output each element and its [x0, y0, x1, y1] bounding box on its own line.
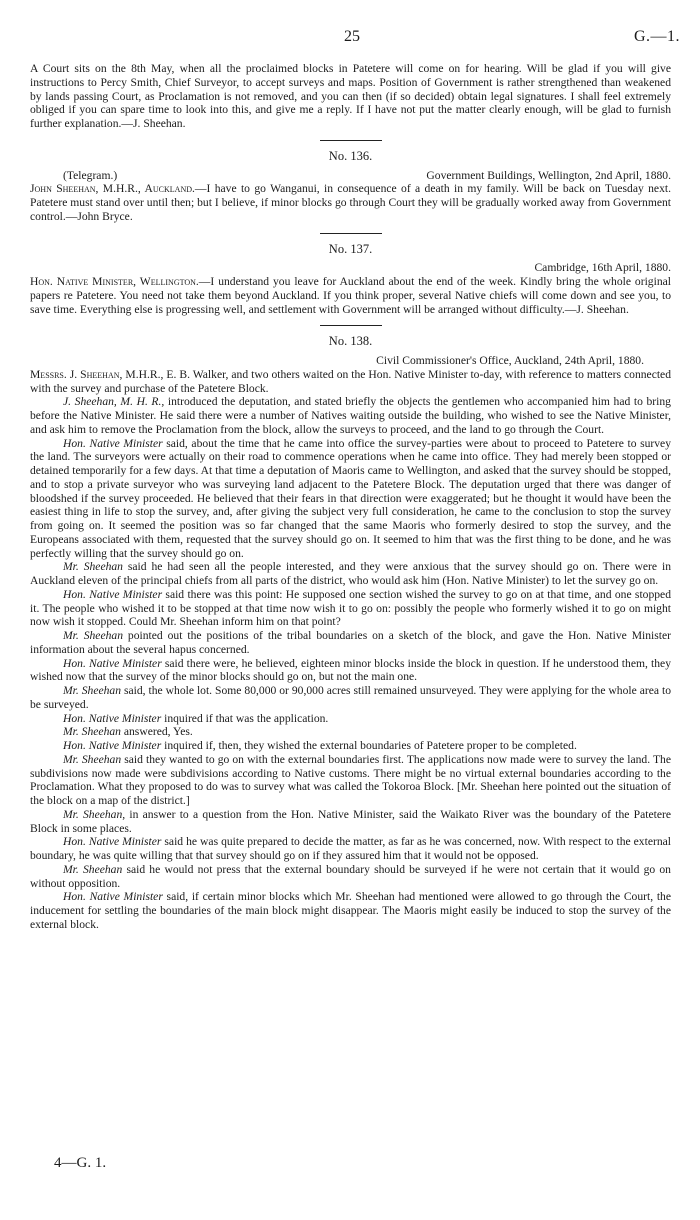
document-body	[30, 62, 671, 932]
minutes-paragraph	[30, 560, 671, 588]
speaker-name: Mr. Sheehan	[63, 862, 123, 876]
section-heading-136: No. 136.	[328, 148, 373, 163]
minutes-paragraph	[30, 808, 671, 836]
speech-text: said there were, he believed, eighteen minor blocks inside the block in question. If he understood them, they wished now that the survey of the minor blocks should go on, but not the main one.	[30, 656, 671, 684]
section-divider	[320, 140, 382, 141]
minutes-paragraph	[30, 890, 671, 931]
message-137	[30, 275, 671, 316]
minutes-paragraph	[30, 753, 671, 808]
minutes-paragraph	[30, 739, 671, 753]
minutes-paragraph	[30, 835, 671, 863]
speech-text: in answer to a question from the Hon. Native Minister, said the Waikato River was the boundary of the Patetere Block in some places.	[30, 807, 671, 835]
minutes-paragraph	[30, 684, 671, 712]
document-code: G.—1.	[633, 28, 680, 45]
place-date-137: Cambridge, 16th April, 1880.	[534, 261, 671, 275]
place-date-136: Government Buildings, Wellington, 2nd April, 1880.	[426, 168, 671, 182]
speech-text: inquired if that was the application.	[161, 711, 329, 725]
speech-text: M.H.R., E. B. Walker, and two others waited on the Hon. Native Minister to-day, with reference to matters connected with the survey and purchase of the Patetere Block.	[30, 367, 672, 395]
speech-text: said they wanted to go on with the external boundaries first. The applications now made were to survey the land. The subdivisions now made were subdivisions according to Native customs. There might be no virtual external boundaries according to the Proclamation. What they proposed to do was to survey what was called the Tokoroa Block. [Mr. Sheehan here pointed out the situation of the block on a map of the district.]	[30, 752, 671, 807]
speaker-name: Hon. Native Minister	[63, 711, 162, 725]
speech-text: said, about the time that he came into office the survey-parties were about to proceed to Patetere to survey the land. The surveyors were actually on their road to commence operations when he came into office. They had merely been stopped or detained temporarily for a few days. At that time a deputation of Maoris came to Wellington, and asked that the survey should be stopped, and to stop a private surveyor who was surveying land adjacent to the Patetere Block. The deputation urged that there was danger of bloodshed if the survey proceeded. He believed that their fears in that direction were exaggerated; but he thought it would have been the easiest thing in life to stop the survey, and, after giving the subject very full consideration, he came to the conclusion to stop the survey from going on. It seemed the position was so far changed that the same Maoris who formerly desired to stop the survey, and the Europeans associated with them, requested that the survey should go on. It seemed to him that was the first thing to be done, and he was perfectly willing that the survey should go on.	[30, 436, 672, 560]
addressee-137: Hon. Native Minister, Wellington.	[30, 275, 199, 288]
dateline-136	[30, 169, 671, 183]
speaker-name: Messrs. J. Sheehan,	[30, 367, 123, 381]
speaker-name: Hon. Native Minister	[63, 739, 162, 752]
minutes-paragraph	[30, 725, 671, 739]
page-number: 25	[344, 28, 360, 45]
section-heading-138: No. 138.	[328, 334, 373, 349]
speaker-name: Mr. Sheehan	[63, 725, 121, 739]
speaker-name: Mr. Sheehan	[63, 684, 122, 697]
minutes-paragraph	[30, 368, 671, 396]
speech-text: said, if certain minor blocks which Mr. Sheehan had mentioned were allowed to go through the Court, the inducement for settling the boundaries of the main block might disappear. The Maoris might easily be induced to stop the survey of the external block.	[30, 890, 671, 931]
meeting-minutes	[30, 368, 671, 932]
message-body-136: —I have to go Wanganui, in consequence of a death in my family. Will be back on Tuesday next. Patetere must stand over until then; but I believe, if minor blocks go through Court they will be gradually worked away from Government control.—John Bryce.	[30, 182, 671, 223]
speech-text: introduced the deputation, and stated briefly the objects the gentlemen who accompanied him had to bring before the Native Minister. He said there were a number of Natives waiting outside the building, who wished to see the Native Minister, and ask him to remove the Proclamation from the block, allow the surveys to proceed, and the land to go through the Court.	[30, 395, 671, 436]
speaker-name: Hon. Native Minister	[63, 835, 162, 849]
section-divider	[320, 325, 382, 326]
speaker-name: J. Sheehan, M. H. R.,	[63, 395, 165, 409]
section-heading-137: No. 137.	[328, 241, 373, 256]
message-136	[30, 182, 671, 223]
speech-text: said he would not press that the external boundary should be surveyed if he were not certain that it would go on without opposition.	[30, 862, 671, 890]
speaker-name: Mr. Sheehan	[63, 752, 122, 766]
speech-text: answered, Yes.	[120, 725, 193, 739]
minutes-paragraph	[30, 588, 671, 629]
intro-paragraph: A Court sits on the 8th May, when all the proclaimed blocks in Patetere will come on for hearing. Will be glad if you will give instructions to Percy Smith, Chief Surveyor, to accept surveys and maps. Position of Government is rather strengthened than weakened by lands passing Court, as Proclamation is not removed, and you can then (if so decided) obtain legal signatures. I shall feel extremely obliged if you can spare time to look into this, and give me a reply. If I have not put the matter clearly enough, will be glad to furnish further explanation.—J. Sheehan.	[30, 62, 671, 130]
addressee-136: John Sheehan, M.H.R., Auckland.	[30, 182, 195, 196]
message-body-137: —I understand you leave for Auckland about the end of the week. Kindly bring the whole original papers re Patetere. You need not take them beyond Auckland. If you think proper, several Native chiefs will come down and see you, to save time. Everything else is progressing well, and settlement with Government will be arranged without difficulty.—J. Sheehan.	[30, 275, 671, 316]
speech-text: inquired if, then, they wished the external boundaries of Patetere proper to be completed.	[161, 739, 577, 752]
minutes-paragraph	[30, 437, 671, 561]
speaker-name: Hon. Native Minister	[63, 436, 163, 450]
speaker-name: Mr. Sheehan	[63, 560, 123, 574]
speech-text: said there was this point: He supposed one section wished the survey to go on at that time, and one stopped it. The people who wished it to be stopped at that time now wish it to go on: possibly the people who formerly wished it to go on might now wish it stopped. Could Mr. Sheehan inform him on that point?	[30, 587, 671, 629]
place-date-138: Civil Commissioner's Office, Auckland, 24th April, 1880.	[376, 354, 644, 367]
speaker-name: Hon. Native Minister	[63, 587, 163, 601]
speaker-name: Mr. Sheehan	[63, 629, 123, 642]
speech-text: said he had seen all the people interested, and they were anxious that the survey should go on. There were in Auckland eleven of the principal chiefs from all parts of the district, who would ask him (Hon. Native Minister) to let the survey go on.	[30, 560, 671, 587]
minutes-paragraph	[30, 657, 671, 685]
speaker-name: Hon. Native Minister	[63, 890, 163, 904]
telegram-label: (Telegram.)	[63, 168, 118, 182]
speech-text: said, the whole lot. Some 80,000 or 90,000 acres still remained unsurveyed. They were applying for the whole area to be surveyed.	[30, 684, 671, 711]
speaker-name: Hon. Native Minister	[63, 656, 162, 670]
signature-mark: 4—G. 1.	[54, 1155, 107, 1171]
minutes-paragraph	[30, 863, 671, 891]
minutes-paragraph	[30, 712, 671, 726]
section-divider	[320, 233, 382, 234]
minutes-paragraph	[30, 629, 671, 657]
minutes-paragraph	[30, 395, 671, 436]
speaker-name: Mr. Sheehan,	[63, 807, 126, 821]
speech-text: pointed out the positions of the tribal boundaries on a sketch of the block, and gave the Hon. Native Minister information about the several hapus concerned.	[30, 629, 672, 656]
speech-text: said he was quite prepared to decide the matter, as far as he was concerned, now. With respect to the external boundary, he was quite willing that that survey should go on if they assured him that it would not be opposed.	[30, 835, 671, 862]
